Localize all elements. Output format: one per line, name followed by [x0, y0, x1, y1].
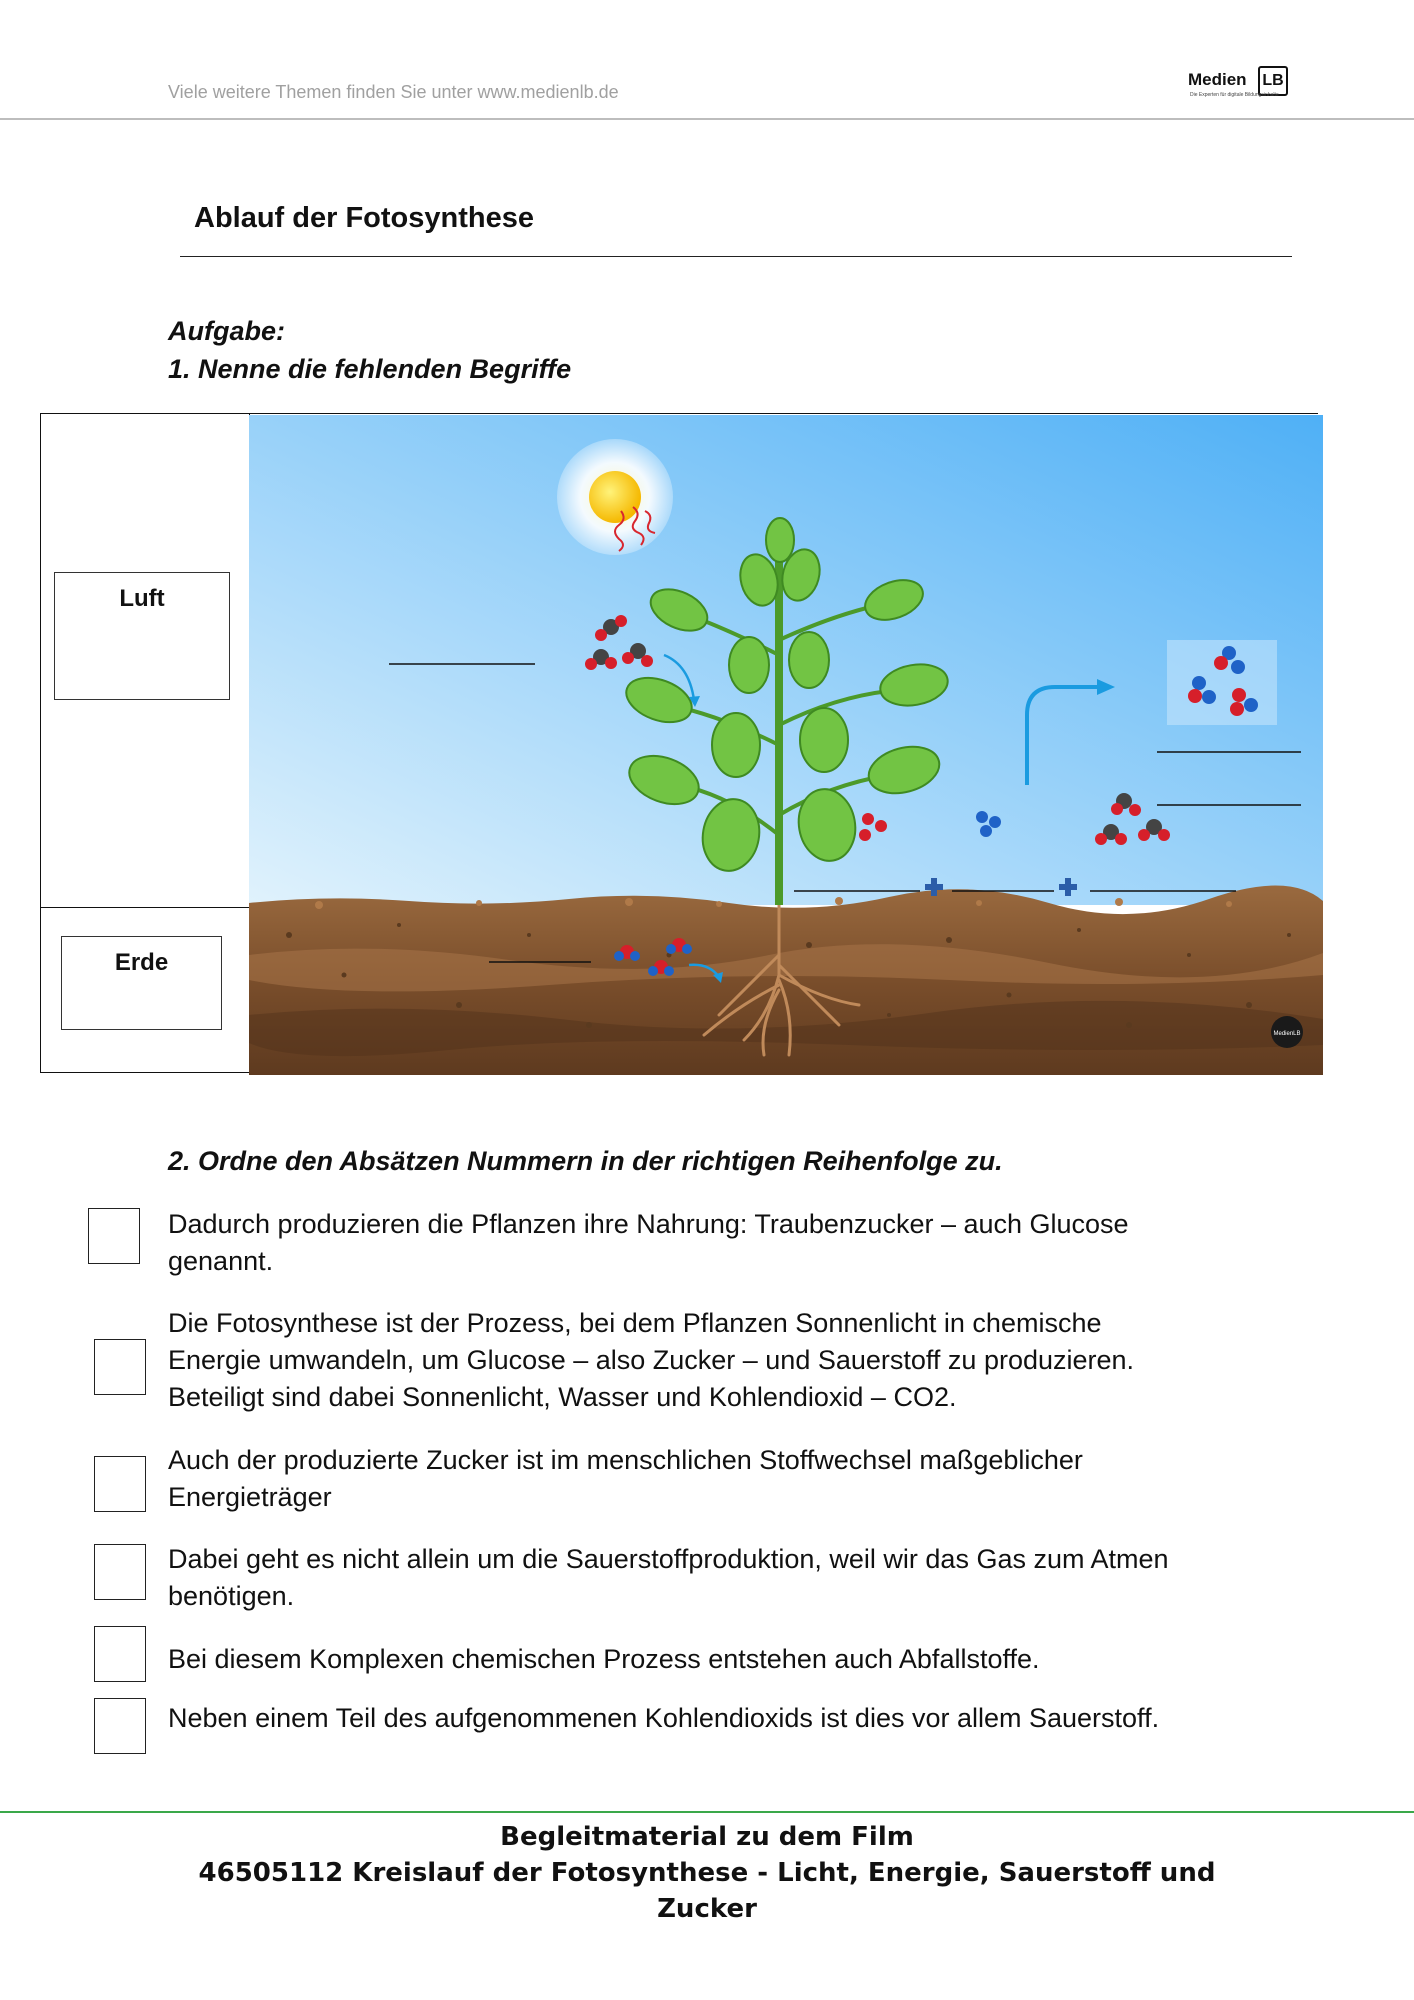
footer-divider: [0, 1811, 1414, 1813]
footer-line-2: 46505112 Kreislauf der Fotosynthese - Licht, Energie, Sauerstoff und: [198, 1858, 1216, 1888]
o2-molecules-outgoing: [1167, 640, 1277, 725]
diagram-top-rule: [248, 413, 1318, 414]
logo-tagline: Die Experten für digitale Bildungsinhalte: [1190, 92, 1279, 98]
footer-line-1: Begleitmaterial zu dem Film: [500, 1822, 914, 1852]
order-checkbox-5[interactable]: [94, 1626, 146, 1682]
logo-box: LB: [1258, 66, 1288, 96]
luft-box: [54, 572, 230, 700]
paragraph-2-line-3: Beteiligt sind dabei Sonnenlicht, Wasser und Kohlendioxid – CO2.: [168, 1382, 957, 1412]
order-checkbox-6[interactable]: [94, 1698, 146, 1754]
erde-box: [61, 936, 222, 1030]
paragraph-6: [168, 1700, 1228, 1737]
photosynthesis-illustration: [249, 415, 1323, 1075]
header-divider: [0, 118, 1414, 120]
paragraph-1-line-1: Dadurch produzieren die Pflanzen ihre Nahrung: Traubenzucker – auch Glucose: [168, 1209, 1129, 1239]
order-checkbox-3[interactable]: [94, 1456, 146, 1512]
footer-line-3: Zucker: [657, 1894, 757, 1924]
order-checkbox-4[interactable]: [94, 1544, 146, 1600]
medienlb-logo: [1188, 56, 1298, 104]
paragraph-4: [168, 1541, 1228, 1615]
task-2-heading: 2. Ordne den Absätzen Nummern in der richtigen Reihenfolge zu.: [168, 1146, 1003, 1176]
paragraph-3-line-1: Auch der produzierte Zucker ist im menschlichen Stoffwechsel maßgeblicher: [168, 1445, 1083, 1475]
paragraph-3-line-2: Energieträger: [168, 1482, 332, 1512]
sidebar-divider: [40, 907, 250, 908]
paragraph-5-line-1: Bei diesem Komplexen chemischen Prozess entstehen auch Abfallstoffe.: [168, 1644, 1040, 1674]
medienlb-badge: [1271, 1016, 1303, 1048]
paragraph-4-line-2: benötigen.: [168, 1581, 295, 1611]
paragraph-1-line-2: genannt.: [168, 1246, 274, 1276]
paragraph-3: [168, 1442, 1228, 1516]
sun-icon: [557, 439, 673, 555]
paragraph-2: [168, 1305, 1228, 1416]
paragraph-1: [168, 1206, 1228, 1280]
logo-text: Medien: [1188, 70, 1247, 89]
order-checkbox-2[interactable]: [94, 1339, 146, 1395]
paragraph-2-line-1: Die Fotosynthese ist der Prozess, bei dem Pflanzen Sonnenlicht in chemische: [168, 1308, 1102, 1338]
paragraph-5: [168, 1641, 1228, 1678]
paragraph-2-line-2: Energie umwandeln, um Glucose – also Zucker – und Sauerstoff zu produzieren.: [168, 1345, 1135, 1375]
luft-label: Luft: [119, 585, 165, 612]
header-note: Viele weitere Themen finden Sie unter www.medienlb.de: [168, 82, 619, 102]
erde-label: Erde: [114, 949, 169, 976]
badge-text: MedienLB: [1273, 1031, 1301, 1037]
paragraph-6-line-1: Neben einem Teil des aufgenommenen Kohlendioxids ist dies vor allem Sauerstoff.: [168, 1703, 1160, 1733]
page-title: Ablauf der Fotosynthese: [194, 202, 534, 234]
task-1-heading: 1. Nenne die fehlenden Begriffe: [168, 354, 572, 384]
paragraph-4-line-1: Dabei geht es nicht allein um die Sauerstoffproduktion, weil wir das Gas zum Atmen: [168, 1544, 1169, 1574]
task-label: Aufgabe:: [168, 316, 285, 346]
order-checkbox-1[interactable]: [88, 1208, 140, 1264]
title-divider: [180, 256, 1292, 257]
